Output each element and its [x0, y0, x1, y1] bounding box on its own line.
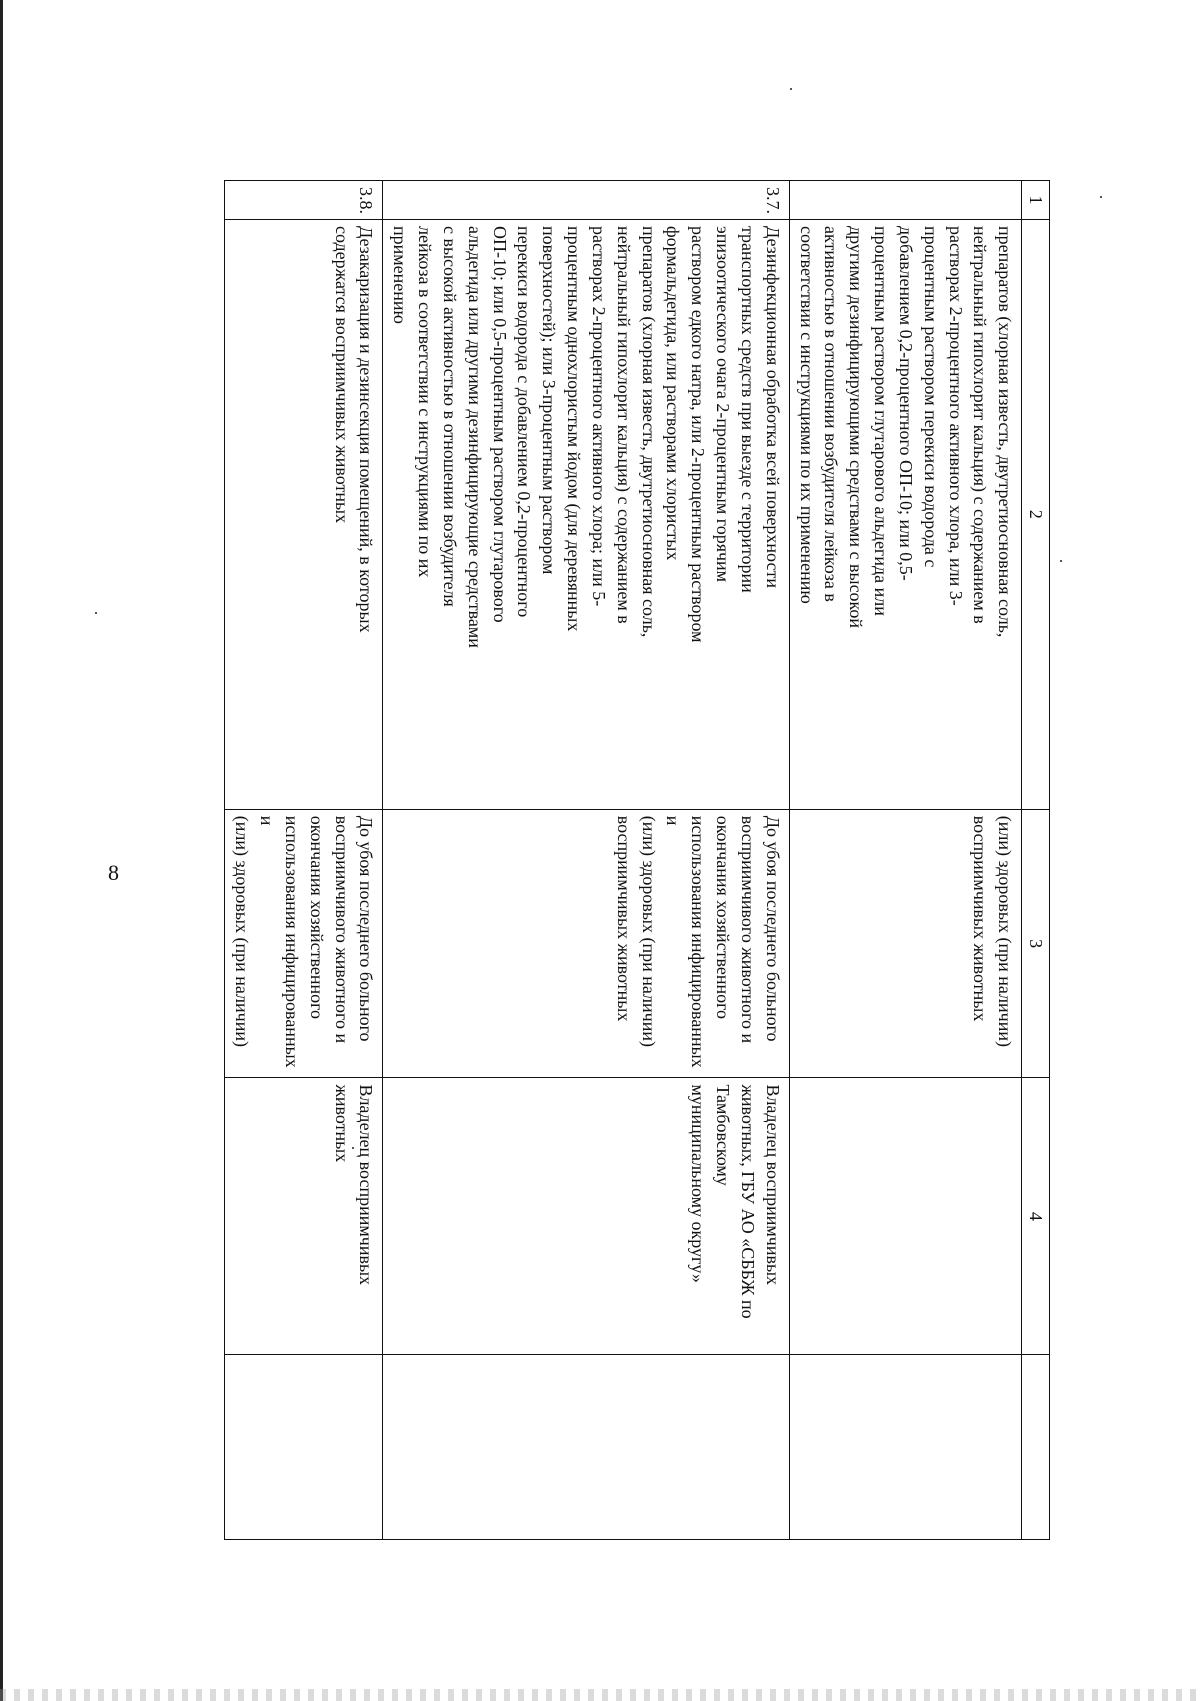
header-cell: 1	[1022, 181, 1050, 220]
page-number: 8	[108, 860, 119, 885]
extra-cell	[383, 1355, 789, 1540]
row-number: 3.7.	[383, 181, 789, 220]
measures-table	[225, 180, 1051, 1540]
scan-speck	[790, 88, 792, 90]
term-cell: (или) здоровых (при наличии) восприимчивых животных	[789, 809, 1021, 1078]
term-cell: До убоя последнего больного восприимчивого животного и окончания хозяйственного использования инфицированных и (или) здоровых (при наличии)	[225, 809, 383, 1078]
scan-edge	[0, 0, 3, 1701]
row-number: 3.8.	[225, 181, 383, 220]
table-row	[225, 181, 383, 1540]
scan-noise	[0, 1689, 1200, 1701]
header-cell	[1022, 1355, 1050, 1540]
header-row	[1022, 181, 1050, 1540]
row-number	[789, 181, 1021, 220]
table-row	[383, 181, 789, 1540]
header-cell: 2	[1022, 219, 1050, 809]
responsible-cell: Владелец восприимчивых животных, ГБУ АО «СББЖ по Тамбовскому муниципальному округу»	[383, 1078, 789, 1355]
measure-cell: Дезакаризация и дезинсекция помещений, в которых содержатся восприимчивых животных	[225, 219, 383, 809]
extra-cell	[789, 1355, 1021, 1540]
scan-speck	[1060, 560, 1062, 562]
measure-cell: препаратов (хлорная известь, двутретиосновная соль, нейтральный гипохлорит кальция) с содержанием в растворах 2-процентного активного хлора, или 3- процентным раствором перекиси водорода с добавлением 0,2-процентного ОП-10; или 0,5- процентным раствором глутарового альдегида или другими дезинфицирующими средствами с высокой активностью в отношении возбудителя лейкоза в соответствии с инструкциями по их применению	[789, 219, 1021, 809]
scan-speck	[1100, 196, 1102, 198]
responsible-cell	[789, 1078, 1021, 1355]
table-row	[789, 181, 1021, 1540]
measure-cell: Дезинфекционная обработка всей поверхности транспортных средств при выезде с территории эпизоотического очага 2-процентным горячим раствором едкого натра, или 2-процентным раствором формальдегида, или растворами хлористых препаратов (хлорная известь, двутретиосновная соль, нейтральный гипохлорит кальция) с содержанием в растворах 2-процентного активного хлора; или 5- процентным однохлористым йодом (для деревянных поверхностей); или 3-процентным раствором перекиси водорода с добавлением 0,2-процентного ОП-10; или 0,5-процентным раствором глутарового альдегида или другими дезинфицирующие средствами с высокой активностью в отношении возбудителя лейкоза в соответствии с инструкциями по их применению	[383, 219, 789, 809]
header-cell: 4	[1022, 1078, 1050, 1355]
extra-cell	[225, 1355, 383, 1540]
term-cell: До убоя последнего больного восприимчивого животного и окончания хозяйственного использования инфицированных и (или) здоровых (при наличии) восприимчивых животных	[383, 809, 789, 1078]
rotated-table-wrapper	[232, 180, 1050, 1540]
scan-speck	[95, 612, 97, 614]
header-cell: 3	[1022, 809, 1050, 1078]
responsible-cell: Владелец восприимчивых животных	[225, 1078, 383, 1355]
